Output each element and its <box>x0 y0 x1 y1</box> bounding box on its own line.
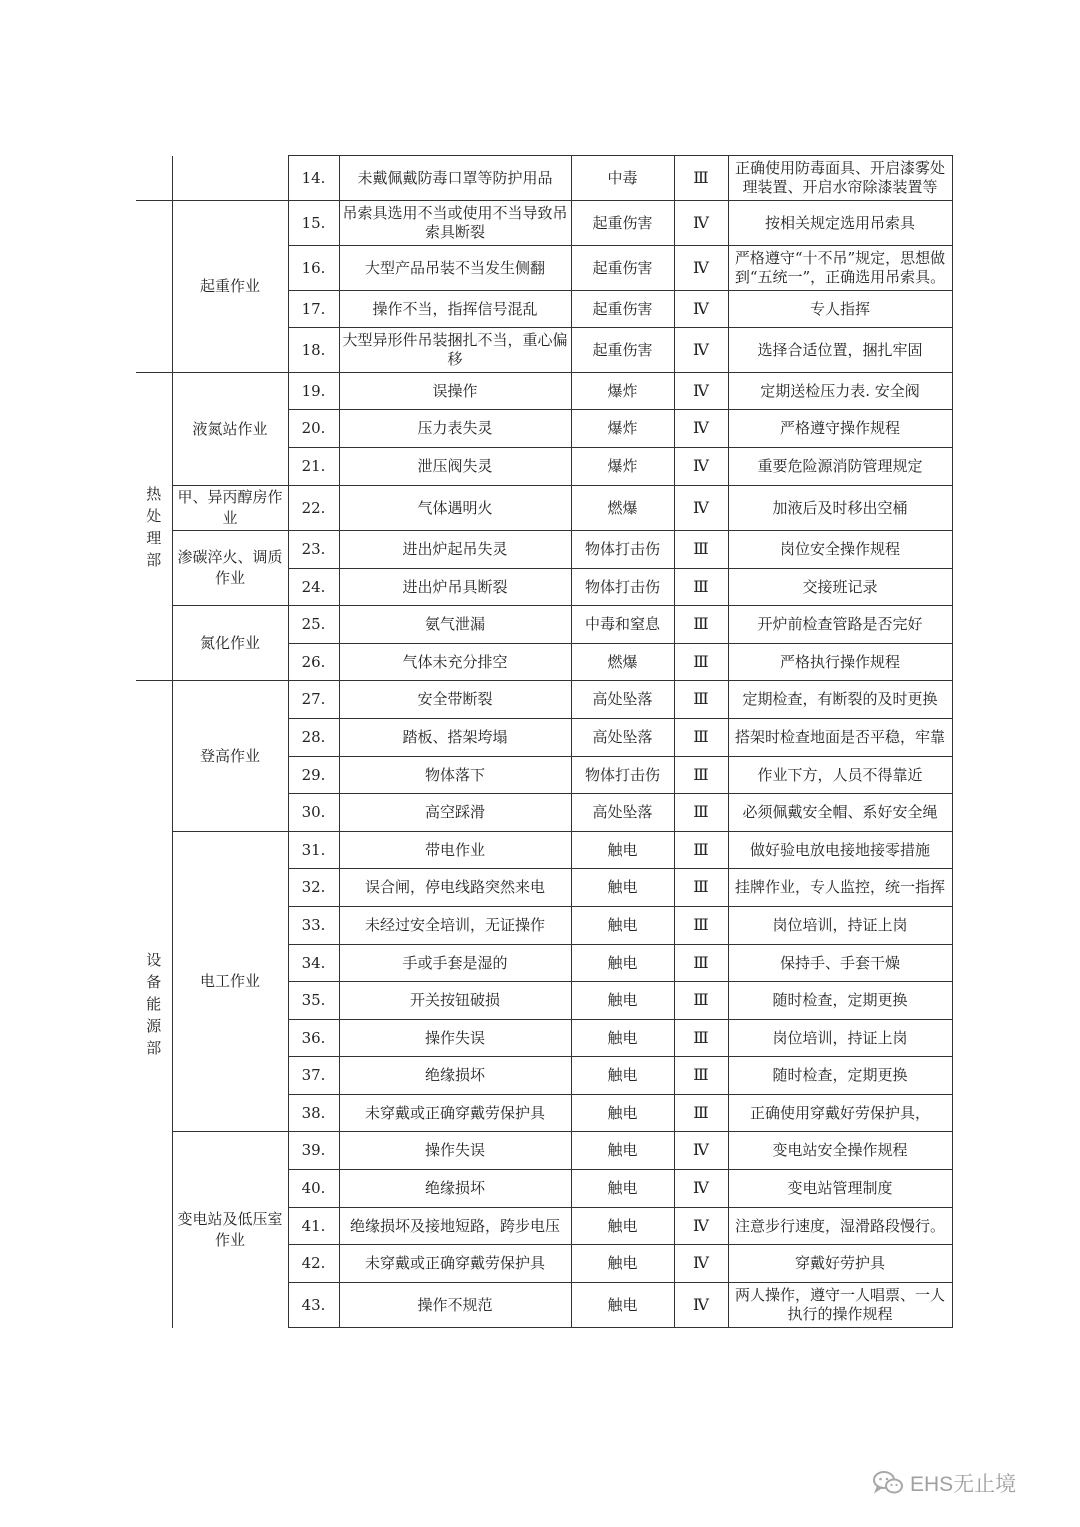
row-hazard: 气体未充分排空 <box>339 644 571 681</box>
row-no: 42. <box>288 1245 339 1283</box>
row-no: 39. <box>288 1132 339 1170</box>
row-no: 28. <box>288 719 339 757</box>
table-row <box>136 373 952 410</box>
row-measure: 重要危险源消防管理规定 <box>728 448 952 486</box>
row-level: Ⅲ <box>674 945 728 982</box>
row-consequence: 触电 <box>571 907 674 945</box>
row-measure: 穿戴好劳护具 <box>728 1245 952 1283</box>
row-consequence: 触电 <box>571 1170 674 1208</box>
row-level: Ⅳ <box>674 1170 728 1208</box>
row-level: Ⅳ <box>674 1245 728 1283</box>
row-consequence: 触电 <box>571 982 674 1020</box>
watermark-text: EHS无止境 <box>910 1473 1017 1496</box>
row-consequence: 高处坠落 <box>571 681 674 719</box>
table-row <box>136 531 952 569</box>
table-row <box>136 832 952 869</box>
row-no: 36. <box>288 1020 339 1057</box>
dept-cell-blank <box>136 201 172 373</box>
row-hazard: 未穿戴或正确穿戴劳保护具 <box>339 1245 571 1283</box>
row-consequence: 触电 <box>571 945 674 982</box>
row-level: Ⅳ <box>674 291 728 328</box>
row-no: 26. <box>288 644 339 681</box>
row-level: Ⅲ <box>674 719 728 757</box>
row-consequence: 触电 <box>571 1245 674 1283</box>
row-consequence: 爆炸 <box>571 410 674 448</box>
row-measure: 加液后及时移出空桶 <box>728 486 952 531</box>
row-hazard: 带电作业 <box>339 832 571 869</box>
row-consequence: 爆炸 <box>571 373 674 410</box>
row-measure: 正确使用穿戴好劳保护具， <box>728 1095 952 1132</box>
dept-cell <box>136 373 172 681</box>
row-level: Ⅲ <box>674 757 728 794</box>
row-level: Ⅲ <box>674 681 728 719</box>
row-no: 41. <box>288 1208 339 1245</box>
row-measure: 按相关规定选用吊索具 <box>728 201 952 246</box>
row-hazard: 泄压阀失灵 <box>339 448 571 486</box>
row-measure: 搭架时检查地面是否平稳，牢靠 <box>728 719 952 757</box>
row-no: 38. <box>288 1095 339 1132</box>
row-no: 18. <box>288 328 339 373</box>
table-row <box>136 606 952 644</box>
row-hazard: 绝缘损坏及接地短路，跨步电压 <box>339 1208 571 1245</box>
row-level: Ⅳ <box>674 201 728 246</box>
row-level: Ⅲ <box>674 794 728 832</box>
row-measure: 必须佩戴安全帽、系好安全绳 <box>728 794 952 832</box>
row-level: Ⅳ <box>674 486 728 531</box>
row-hazard: 大型异形件吊装捆扎不当，重心偏移 <box>339 328 571 373</box>
row-no: 27. <box>288 681 339 719</box>
row-no: 30. <box>288 794 339 832</box>
row-hazard: 操作不规范 <box>339 1283 571 1328</box>
row-level: Ⅳ <box>674 373 728 410</box>
row-hazard: 气体遇明火 <box>339 486 571 531</box>
row-level: Ⅲ <box>674 156 728 201</box>
row-measure: 选择合适位置，捆扎牢固 <box>728 328 952 373</box>
row-hazard: 氨气泄漏 <box>339 606 571 644</box>
row-hazard: 进出炉吊具断裂 <box>339 569 571 606</box>
row-level: Ⅲ <box>674 569 728 606</box>
row-no: 17. <box>288 291 339 328</box>
row-hazard: 操作不当，指挥信号混乱 <box>339 291 571 328</box>
row-hazard: 物体落下 <box>339 757 571 794</box>
row-measure: 严格执行操作规程 <box>728 644 952 681</box>
row-measure: 保持手、手套干燥 <box>728 945 952 982</box>
row-level: Ⅲ <box>674 832 728 869</box>
row-level: Ⅳ <box>674 1132 728 1170</box>
row-no: 24. <box>288 569 339 606</box>
row-measure: 交接班记录 <box>728 569 952 606</box>
row-consequence: 爆炸 <box>571 448 674 486</box>
row-level: Ⅳ <box>674 246 728 291</box>
row-consequence: 触电 <box>571 1283 674 1328</box>
row-consequence: 触电 <box>571 1095 674 1132</box>
row-measure: 做好验电放电接地接零措施 <box>728 832 952 869</box>
row-consequence: 高处坠落 <box>571 719 674 757</box>
row-level: Ⅲ <box>674 606 728 644</box>
row-level: Ⅲ <box>674 644 728 681</box>
op-cell: 变电站及低压室作业 <box>172 1132 288 1328</box>
row-consequence: 燃爆 <box>571 644 674 681</box>
table-row <box>136 486 952 531</box>
row-level: Ⅳ <box>674 1283 728 1328</box>
row-measure: 挂牌作业，专人监控，统一指挥 <box>728 869 952 907</box>
row-hazard: 手或手套是湿的 <box>339 945 571 982</box>
row-consequence: 物体打击伤 <box>571 757 674 794</box>
row-level: Ⅲ <box>674 907 728 945</box>
op-cell: 起重作业 <box>172 201 288 373</box>
row-consequence: 触电 <box>571 1132 674 1170</box>
row-measure: 随时检查，定期更换 <box>728 1057 952 1095</box>
row-no: 25. <box>288 606 339 644</box>
op-cell: 液氮站作业 <box>172 373 288 486</box>
op-cell: 渗碳淬火、调质作业 <box>172 531 288 606</box>
row-no: 32. <box>288 869 339 907</box>
row-measure: 正确使用防毒面具、开启漆雾处理装置、开启水帘除漆装置等 <box>728 156 952 201</box>
row-hazard: 大型产品吊装不当发生侧翻 <box>339 246 571 291</box>
row-measure: 作业下方，人员不得靠近 <box>728 757 952 794</box>
dept-name: 热处理部 <box>146 484 162 569</box>
row-measure: 专人指挥 <box>728 291 952 328</box>
row-measure: 注意步行速度，湿滑路段慢行。 <box>728 1208 952 1245</box>
row-level: Ⅲ <box>674 1095 728 1132</box>
row-no: 31. <box>288 832 339 869</box>
row-hazard: 踏板、搭架垮塌 <box>339 719 571 757</box>
row-consequence: 触电 <box>571 1208 674 1245</box>
dept-cell <box>136 681 172 1328</box>
row-hazard: 操作失误 <box>339 1020 571 1057</box>
row-hazard: 绝缘损坏 <box>339 1057 571 1095</box>
row-no: 29. <box>288 757 339 794</box>
row-no: 43. <box>288 1283 339 1328</box>
row-consequence: 起重伤害 <box>571 291 674 328</box>
row-measure: 严格遵守操作规程 <box>728 410 952 448</box>
row-consequence: 触电 <box>571 1020 674 1057</box>
row-hazard: 误合闸，停电线路突然来电 <box>339 869 571 907</box>
op-cell: 氮化作业 <box>172 606 288 681</box>
op-cell-cont <box>172 156 288 201</box>
row-consequence: 中毒和窒息 <box>571 606 674 644</box>
row-consequence: 起重伤害 <box>571 201 674 246</box>
row-measure: 严格遵守“十不吊”规定，思想做到“五统一”，正确选用吊索具。 <box>728 246 952 291</box>
row-consequence: 物体打击伤 <box>571 569 674 606</box>
row-consequence: 燃爆 <box>571 486 674 531</box>
row-hazard: 未戴佩戴防毒口罩等防护用品 <box>339 156 571 201</box>
row-level: Ⅲ <box>674 531 728 569</box>
row-measure: 岗位安全操作规程 <box>728 531 952 569</box>
row-measure: 变电站安全操作规程 <box>728 1132 952 1170</box>
row-no: 23. <box>288 531 339 569</box>
row-level: Ⅲ <box>674 982 728 1020</box>
row-no: 22. <box>288 486 339 531</box>
row-no: 37. <box>288 1057 339 1095</box>
row-measure: 随时检查，定期更换 <box>728 982 952 1020</box>
row-hazard: 绝缘损坏 <box>339 1170 571 1208</box>
row-hazard: 误操作 <box>339 373 571 410</box>
row-consequence: 触电 <box>571 869 674 907</box>
row-level: Ⅳ <box>674 1208 728 1245</box>
row-hazard: 进出炉起吊失灵 <box>339 531 571 569</box>
row-level: Ⅳ <box>674 448 728 486</box>
row-no: 40. <box>288 1170 339 1208</box>
row-measure: 定期检查，有断裂的及时更换 <box>728 681 952 719</box>
dept-name: 设备能源部 <box>146 951 162 1058</box>
table-row <box>136 201 952 246</box>
row-measure: 变电站管理制度 <box>728 1170 952 1208</box>
row-measure: 岗位培训，持证上岗 <box>728 907 952 945</box>
row-level: Ⅳ <box>674 410 728 448</box>
row-measure: 开炉前检查管路是否完好 <box>728 606 952 644</box>
row-no: 19. <box>288 373 339 410</box>
row-hazard: 安全带断裂 <box>339 681 571 719</box>
row-no: 21. <box>288 448 339 486</box>
row-level: Ⅲ <box>674 1057 728 1095</box>
row-no: 20. <box>288 410 339 448</box>
row-level: Ⅳ <box>674 328 728 373</box>
row-hazard: 操作失误 <box>339 1132 571 1170</box>
row-consequence: 触电 <box>571 832 674 869</box>
dept-cell-cont <box>136 156 172 201</box>
row-hazard: 开关按钮破损 <box>339 982 571 1020</box>
op-cell: 电工作业 <box>172 832 288 1132</box>
row-consequence: 物体打击伤 <box>571 531 674 569</box>
op-cell: 登高作业 <box>172 681 288 832</box>
row-measure: 定期送检压力表. 安全阀 <box>728 373 952 410</box>
row-no: 35. <box>288 982 339 1020</box>
op-cell: 甲、异丙醇房作业 <box>172 486 288 531</box>
row-consequence: 高处坠落 <box>571 794 674 832</box>
row-hazard: 未经过安全培训，无证操作 <box>339 907 571 945</box>
row-hazard: 压力表失灵 <box>339 410 571 448</box>
row-hazard: 吊索具选用不当或使用不当导致吊索具断裂 <box>339 201 571 246</box>
row-consequence: 触电 <box>571 1057 674 1095</box>
row-level: Ⅲ <box>674 869 728 907</box>
row-consequence: 起重伤害 <box>571 246 674 291</box>
row-level: Ⅲ <box>674 1020 728 1057</box>
wechat-icon <box>872 1470 904 1496</box>
row-measure: 岗位培训，持证上岗 <box>728 1020 952 1057</box>
row-hazard: 高空踩滑 <box>339 794 571 832</box>
watermark <box>872 1468 1052 1498</box>
row-no: 14. <box>288 156 339 201</box>
row-no: 16. <box>288 246 339 291</box>
row-measure: 两人操作，遵守一人唱票、一人执行的操作规程 <box>728 1283 952 1328</box>
row-no: 34. <box>288 945 339 982</box>
table-row <box>136 1132 952 1170</box>
row-consequence: 中毒 <box>571 156 674 201</box>
table-row <box>136 681 952 719</box>
risk-table <box>136 155 953 1328</box>
row-consequence: 起重伤害 <box>571 328 674 373</box>
row-hazard: 未穿戴或正确穿戴劳保护具 <box>339 1095 571 1132</box>
row-no: 15. <box>288 201 339 246</box>
table-row <box>136 156 952 201</box>
row-no: 33. <box>288 907 339 945</box>
